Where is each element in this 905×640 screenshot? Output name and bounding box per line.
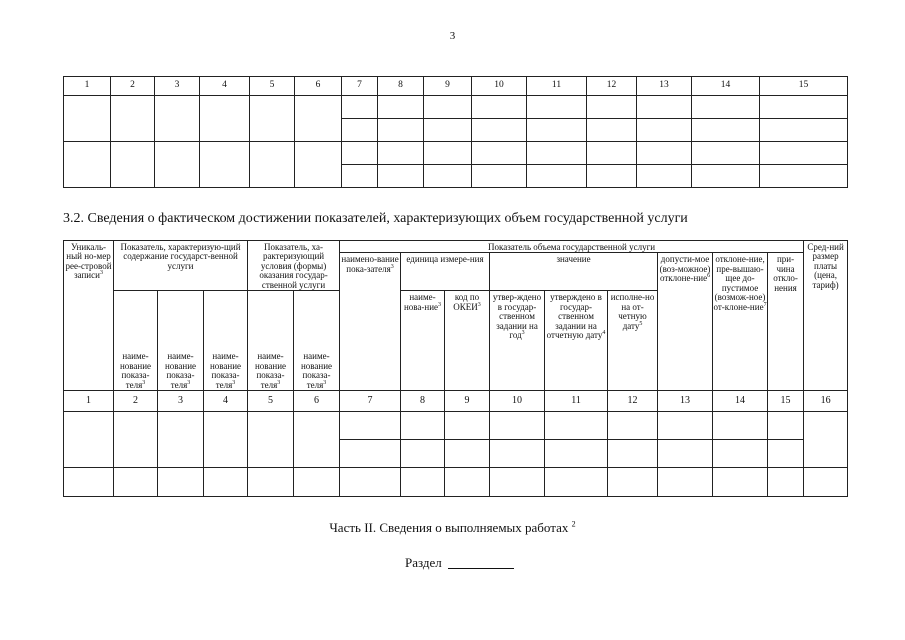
col-number: 8 xyxy=(401,391,445,412)
section-blank-line xyxy=(448,568,514,569)
header-deviation-reason: при-чина откло-нения xyxy=(768,253,804,391)
header-allowed-deviation: допусти-мое (воз-можное) отклоне-ние$^6$ xyxy=(658,253,713,391)
col-number: 13 xyxy=(658,391,713,412)
part-title: Часть II. Сведения о выполняемых работах $^2$ xyxy=(329,519,576,535)
col-number: 16 xyxy=(804,391,848,412)
header-executed-date: исполне-но на от-четную дату$^5$ xyxy=(608,291,658,391)
header-value: значение xyxy=(490,253,658,291)
col-number: 7 xyxy=(340,391,401,412)
top-col-12: 12 xyxy=(587,77,637,96)
top-col-13: 13 xyxy=(637,77,692,96)
header-sub-indicator-2: наиме-нование показа-теля$^3$ xyxy=(158,291,204,391)
header-sub-indicator-3: наиме-нование показа-теля$^3$ xyxy=(204,291,248,391)
top-col-9: 9 xyxy=(424,77,472,96)
col-number: 11 xyxy=(545,391,608,412)
header-conditions-indicator: Показатель, ха-рактеризующий условия (формы) оказания государ-ственной услуги xyxy=(248,241,340,291)
header-unique-number: Уникаль-ный но-мер рее-стровой записи$^3$ xyxy=(64,241,114,391)
table-row xyxy=(64,96,848,119)
col-number: 3 xyxy=(158,391,204,412)
col-number: 6 xyxy=(294,391,340,412)
col-number: 12 xyxy=(608,391,658,412)
col-number: 4 xyxy=(204,391,248,412)
top-col-5: 5 xyxy=(250,77,295,96)
col-number: 1 xyxy=(64,391,114,412)
top-col-8: 8 xyxy=(378,77,424,96)
header-sub-indicator-1: наиме-нование показа-теля$^3$ xyxy=(114,291,158,391)
section-field: Раздел xyxy=(405,555,514,571)
top-col-14: 14 xyxy=(692,77,760,96)
page-number: 3 xyxy=(449,30,456,42)
header-exceeding-deviation: отклоне-ние, пре-вышаю-щее до-пустимое (возмож-ное) от-клоне-ние$^7$ xyxy=(713,253,768,391)
header-average-payment: Сред-ний размер платы (цена, тариф) xyxy=(804,241,848,391)
header-indicator-name: наимено-вание пока-зателя$^3$ xyxy=(340,253,401,391)
volume-indicators-table xyxy=(63,240,848,497)
col-number: 9 xyxy=(445,391,490,412)
table-row xyxy=(64,412,848,440)
col-number: 2 xyxy=(114,391,158,412)
top-col-1: 1 xyxy=(64,77,111,96)
section-heading: 3.2. Сведения о фактическом достижении показателей, характеризующих объем государственной услуги xyxy=(63,211,688,226)
top-col-2: 2 xyxy=(111,77,155,96)
top-col-11: 11 xyxy=(527,77,587,96)
top-col-6: 6 xyxy=(295,77,342,96)
column-number-row xyxy=(64,391,848,412)
table-row xyxy=(64,468,848,497)
header-volume-indicator: Показатель объема государственной услуги xyxy=(340,241,804,253)
top-col-7: 7 xyxy=(342,77,378,96)
top-col-15: 15 xyxy=(760,77,848,96)
header-approved-date: утверждено в государ-ственном задании на отчетную дату$^4$ xyxy=(545,291,608,391)
col-number: 5 xyxy=(248,391,294,412)
top-table xyxy=(63,76,848,188)
header-unit-name: наиме-нова-ние$^3$ xyxy=(401,291,445,391)
table-row xyxy=(64,142,848,165)
col-number: 14 xyxy=(713,391,768,412)
header-sub-indicator-4: наиме-нование показа-теля$^3$ xyxy=(248,291,294,391)
col-number: 10 xyxy=(490,391,545,412)
header-content-indicator: Показатель, характеризую-щий содержание государст-венной услуги xyxy=(114,241,248,291)
top-col-4: 4 xyxy=(200,77,250,96)
header-unit: единица измере-ния xyxy=(401,253,490,291)
col-number: 15 xyxy=(768,391,804,412)
header-approved-year: утвер-ждено в государ-ственном задании на год$^3$ xyxy=(490,291,545,391)
header-okei-code: код по ОКЕИ$^3$ xyxy=(445,291,490,391)
top-col-3: 3 xyxy=(155,77,200,96)
header-sub-indicator-5: наиме-нование показа-теля$^3$ xyxy=(294,291,340,391)
top-col-10: 10 xyxy=(472,77,527,96)
